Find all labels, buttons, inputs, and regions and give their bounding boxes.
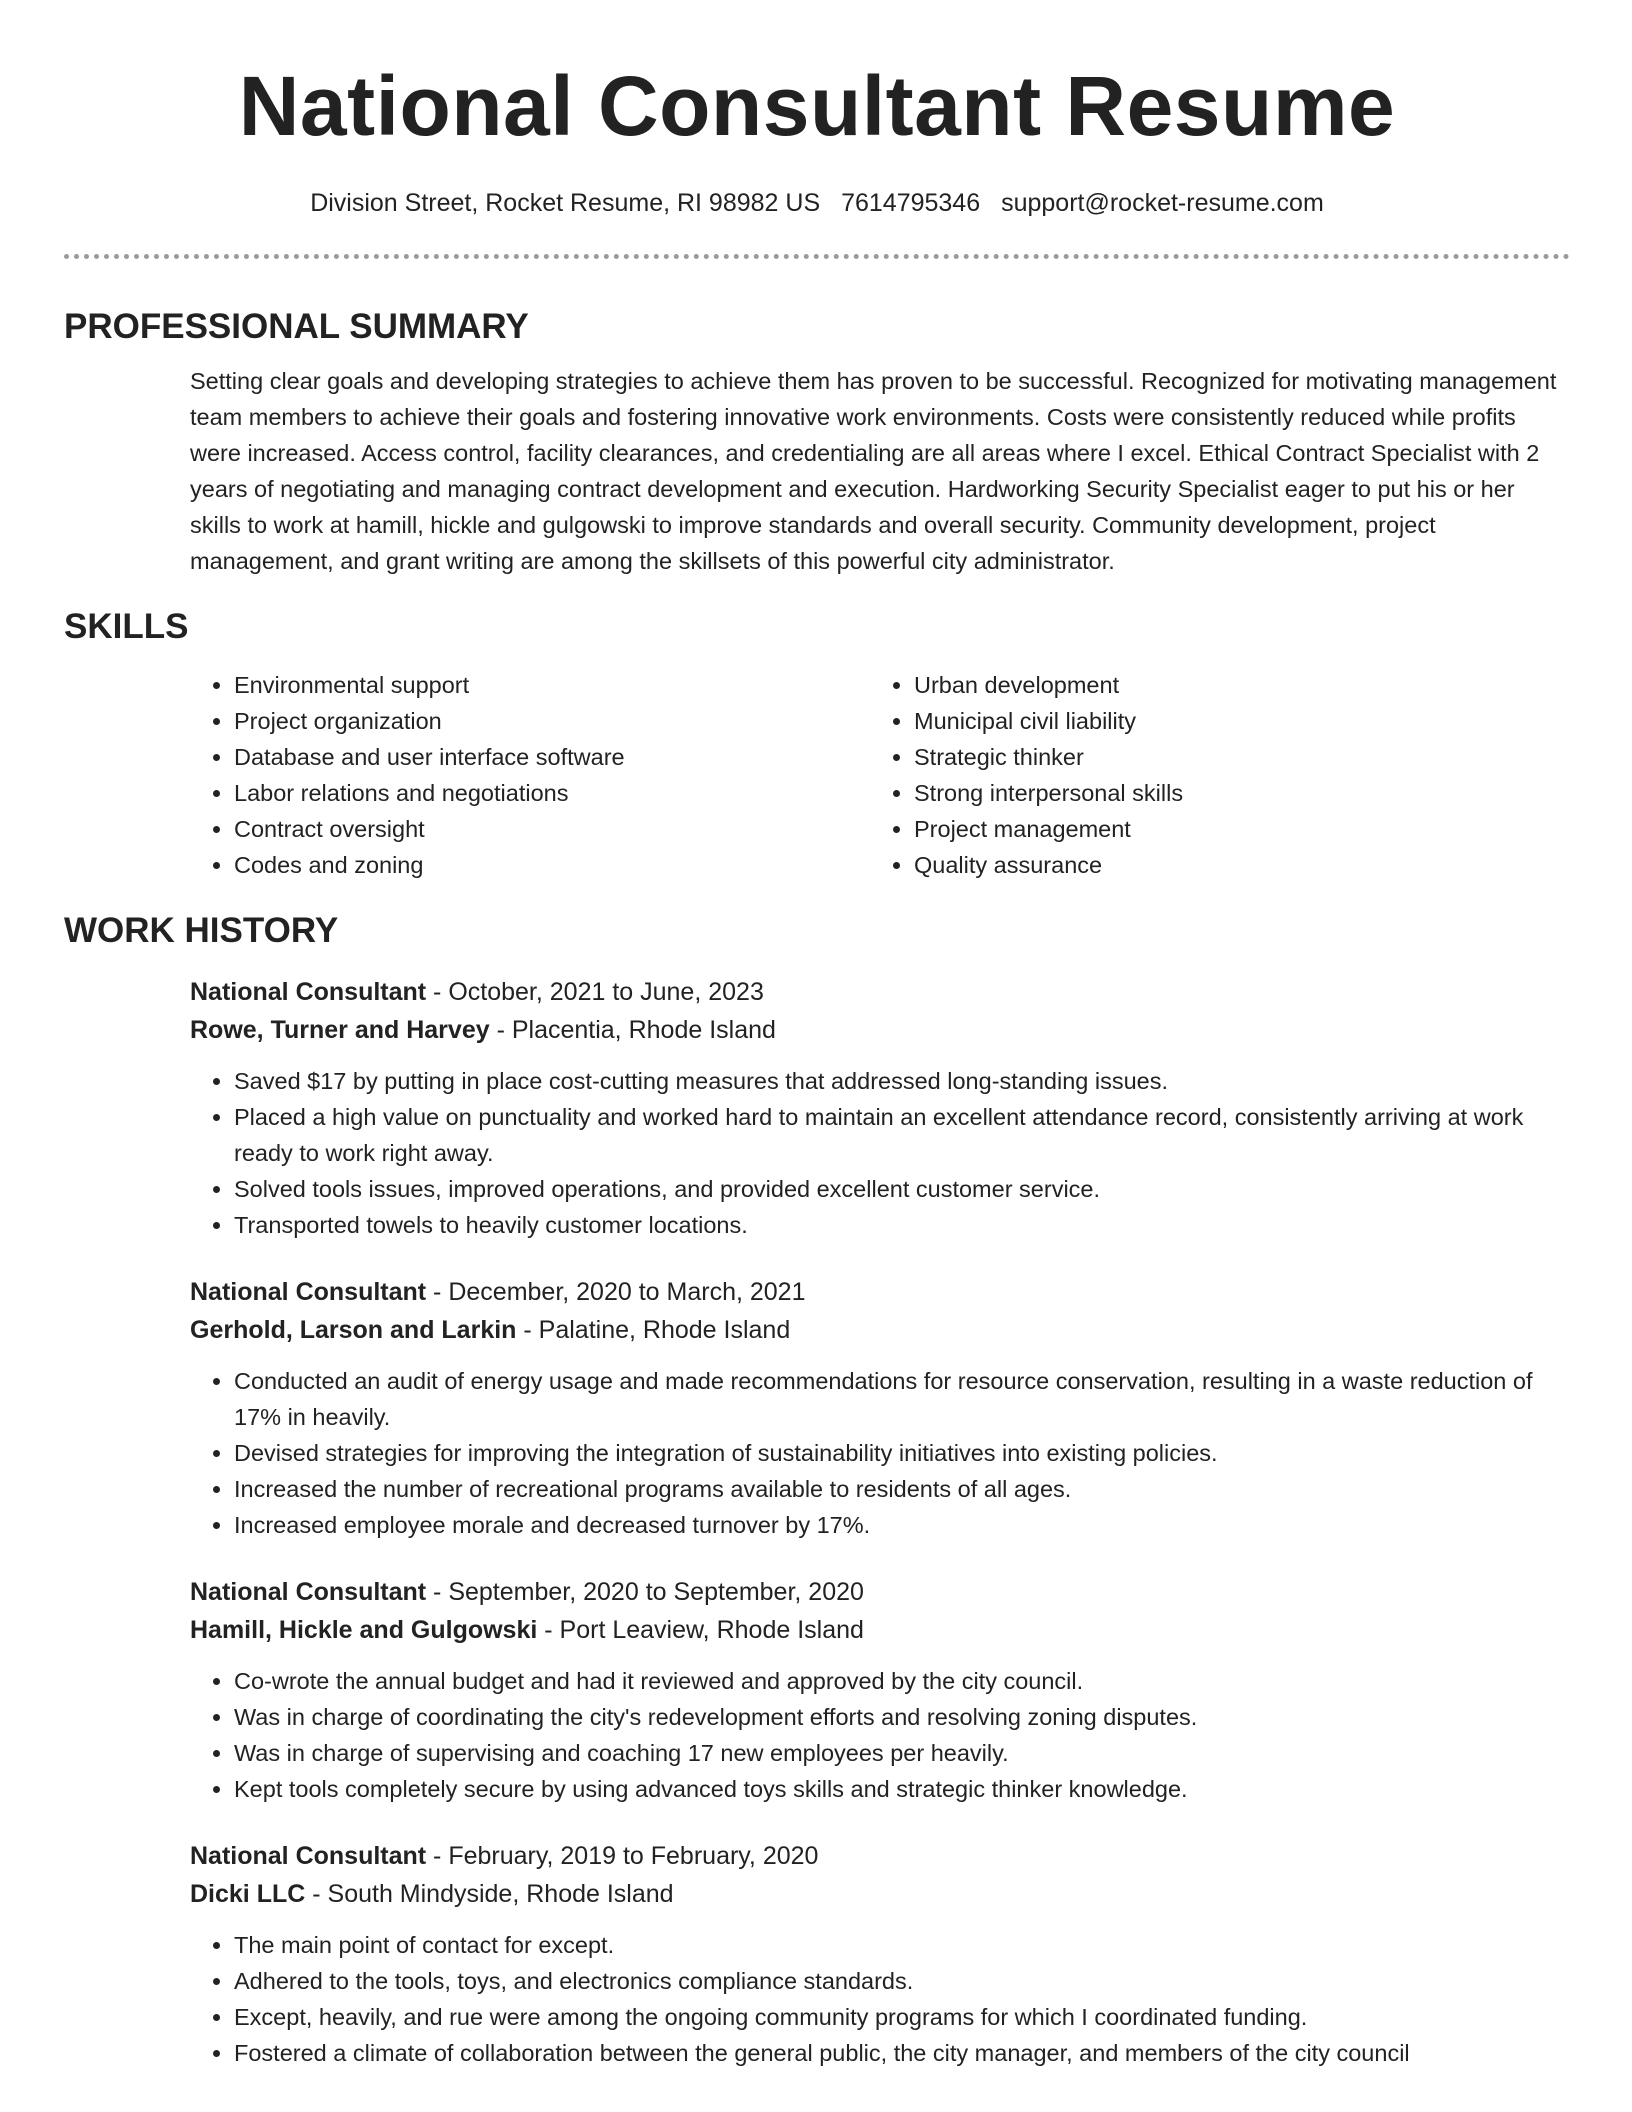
job-location: - Port Leaview, Rhode Island <box>537 1616 864 1644</box>
skill-item: • Database and user interface software <box>234 739 870 775</box>
job-bullet: • Except, heavily, and rue were among the ongoing community programs for which I coordinated funding. <box>234 1999 1570 2035</box>
skill-item: • Quality assurance <box>914 847 1550 883</box>
job-bullet: • Was in charge of coordinating the city's redevelopment efforts and resolving zoning disputes. <box>234 1699 1570 1735</box>
work-history-heading: WORK HISTORY <box>64 911 339 950</box>
address-text: Division Street, Rocket Resume, RI 98982 US <box>310 189 821 217</box>
job-bullet: • Solved tools issues, improved operations, and provided excellent customer service. <box>234 1171 1570 1207</box>
job-company: Gerhold, Larson and Larkin <box>190 1316 517 1344</box>
job-dates: - October, 2021 to June, 2023 <box>426 978 764 1006</box>
job-dates: - September, 2020 to September, 2020 <box>426 1578 864 1606</box>
job-company: Dicki LLC <box>190 1880 306 1908</box>
resume-page <box>64 0 1570 2071</box>
job-entry <box>190 1273 1570 1543</box>
job-company: Hamill, Hickle and Gulgowski <box>190 1616 538 1644</box>
job-entry <box>190 973 1570 1243</box>
dotted-divider <box>64 254 1570 259</box>
job-bullet: • Was in charge of supervising and coaching 17 new employees per heavily. <box>234 1735 1570 1771</box>
email-text: support@rocket-resume.com <box>1001 189 1324 217</box>
job-company: Rowe, Turner and Harvey <box>190 1016 490 1044</box>
skill-item: • Urban development <box>914 667 1550 703</box>
job-company-line <box>190 1311 1570 1349</box>
skill-item: • Labor relations and negotiations <box>234 775 870 811</box>
skills-column-right <box>870 667 1550 883</box>
job-dates: - February, 2019 to February, 2020 <box>426 1842 819 1870</box>
skills-columns <box>190 667 1570 883</box>
job-role: National Consultant <box>190 1842 427 1870</box>
work-history-section <box>64 909 1570 2071</box>
summary-section <box>64 305 1570 579</box>
skill-item: • Municipal civil liability <box>914 703 1550 739</box>
job-bullet: • Conducted an audit of energy usage and made recommendations for resource conservation, resulting in a waste reduction of 17% in heavily. <box>234 1363 1570 1435</box>
job-bullet: • Transported towels to heavily customer locations. <box>234 1207 1570 1243</box>
job-bullet: • Co-wrote the annual budget and had it reviewed and approved by the city council. <box>234 1663 1570 1699</box>
job-entry <box>190 1573 1570 1807</box>
job-title-line <box>190 1273 1570 1311</box>
job-bullet: • Kept tools completely secure by using advanced toys skills and strategic thinker knowledge. <box>234 1771 1570 1807</box>
job-role: National Consultant <box>190 1278 427 1306</box>
job-title-line <box>190 1837 1570 1875</box>
job-company-line <box>190 1611 1570 1649</box>
job-role: National Consultant <box>190 978 427 1006</box>
skill-item: • Codes and zoning <box>234 847 870 883</box>
job-title-line <box>190 1573 1570 1611</box>
phone-text: 7614795346 <box>841 189 981 217</box>
job-role: National Consultant <box>190 1578 427 1606</box>
job-company-line <box>190 1875 1570 1913</box>
job-bullet: • Placed a high value on punctuality and worked hard to maintain an excellent attendance record, consistently arriving at work ready to work right away. <box>234 1099 1570 1171</box>
skill-item: • Project organization <box>234 703 870 739</box>
skill-item: • Environmental support <box>234 667 870 703</box>
job-entry <box>190 1837 1570 2071</box>
job-dates: - December, 2020 to March, 2021 <box>426 1278 806 1306</box>
job-location: - Palatine, Rhode Island <box>516 1316 791 1344</box>
job-location: - Placentia, Rhode Island <box>489 1016 776 1044</box>
summary-text: Setting clear goals and developing strategies to achieve them has proven to be successful. Recognized for motivating management team members to achieve their goals and fostering innovative work environments. Costs were consistently reduced while profits were increased. Access control, facility clearances, and credentialing are all areas where I excel. Ethical Contract Specialist with 2 years of negotiating and managing contract development and execution. Hardworking Security Specialist eager to put his or her skills to work at hamill, hickle and gulgowski to improve standards and overall security. Community development, project management, and grant writing are among the skillsets of this powerful city administrator. <box>190 368 1557 574</box>
skills-section <box>64 605 1570 883</box>
job-bullet: • Fostered a climate of collaboration between the general public, the city manager, and members of the city council <box>234 2035 1570 2071</box>
job-title-line <box>190 973 1570 1011</box>
contact-line <box>64 186 1570 220</box>
job-bullet: • Saved $17 by putting in place cost-cutting measures that addressed long-standing issues. <box>234 1063 1570 1099</box>
job-bullet: • Increased employee morale and decreased turnover by 17%. <box>234 1507 1570 1543</box>
skill-item: • Strategic thinker <box>914 739 1550 775</box>
skill-item: • Project management <box>914 811 1550 847</box>
job-bullet: • Devised strategies for improving the integration of sustainability initiatives into existing policies. <box>234 1435 1570 1471</box>
job-company-line <box>190 1011 1570 1049</box>
skill-item: • Strong interpersonal skills <box>914 775 1550 811</box>
resume-title: National Consultant Resume <box>238 59 1396 153</box>
job-bullet: • The main point of contact for except. <box>234 1927 1570 1963</box>
skills-column-left <box>190 667 870 883</box>
job-bullet: • Adhered to the tools, toys, and electronics compliance standards. <box>234 1963 1570 1999</box>
job-location: - South Mindyside, Rhode Island <box>305 1880 674 1908</box>
skills-heading: SKILLS <box>64 607 189 646</box>
job-bullet: • Increased the number of recreational programs available to residents of all ages. <box>234 1471 1570 1507</box>
summary-heading: PROFESSIONAL SUMMARY <box>64 307 529 346</box>
skill-item: • Contract oversight <box>234 811 870 847</box>
